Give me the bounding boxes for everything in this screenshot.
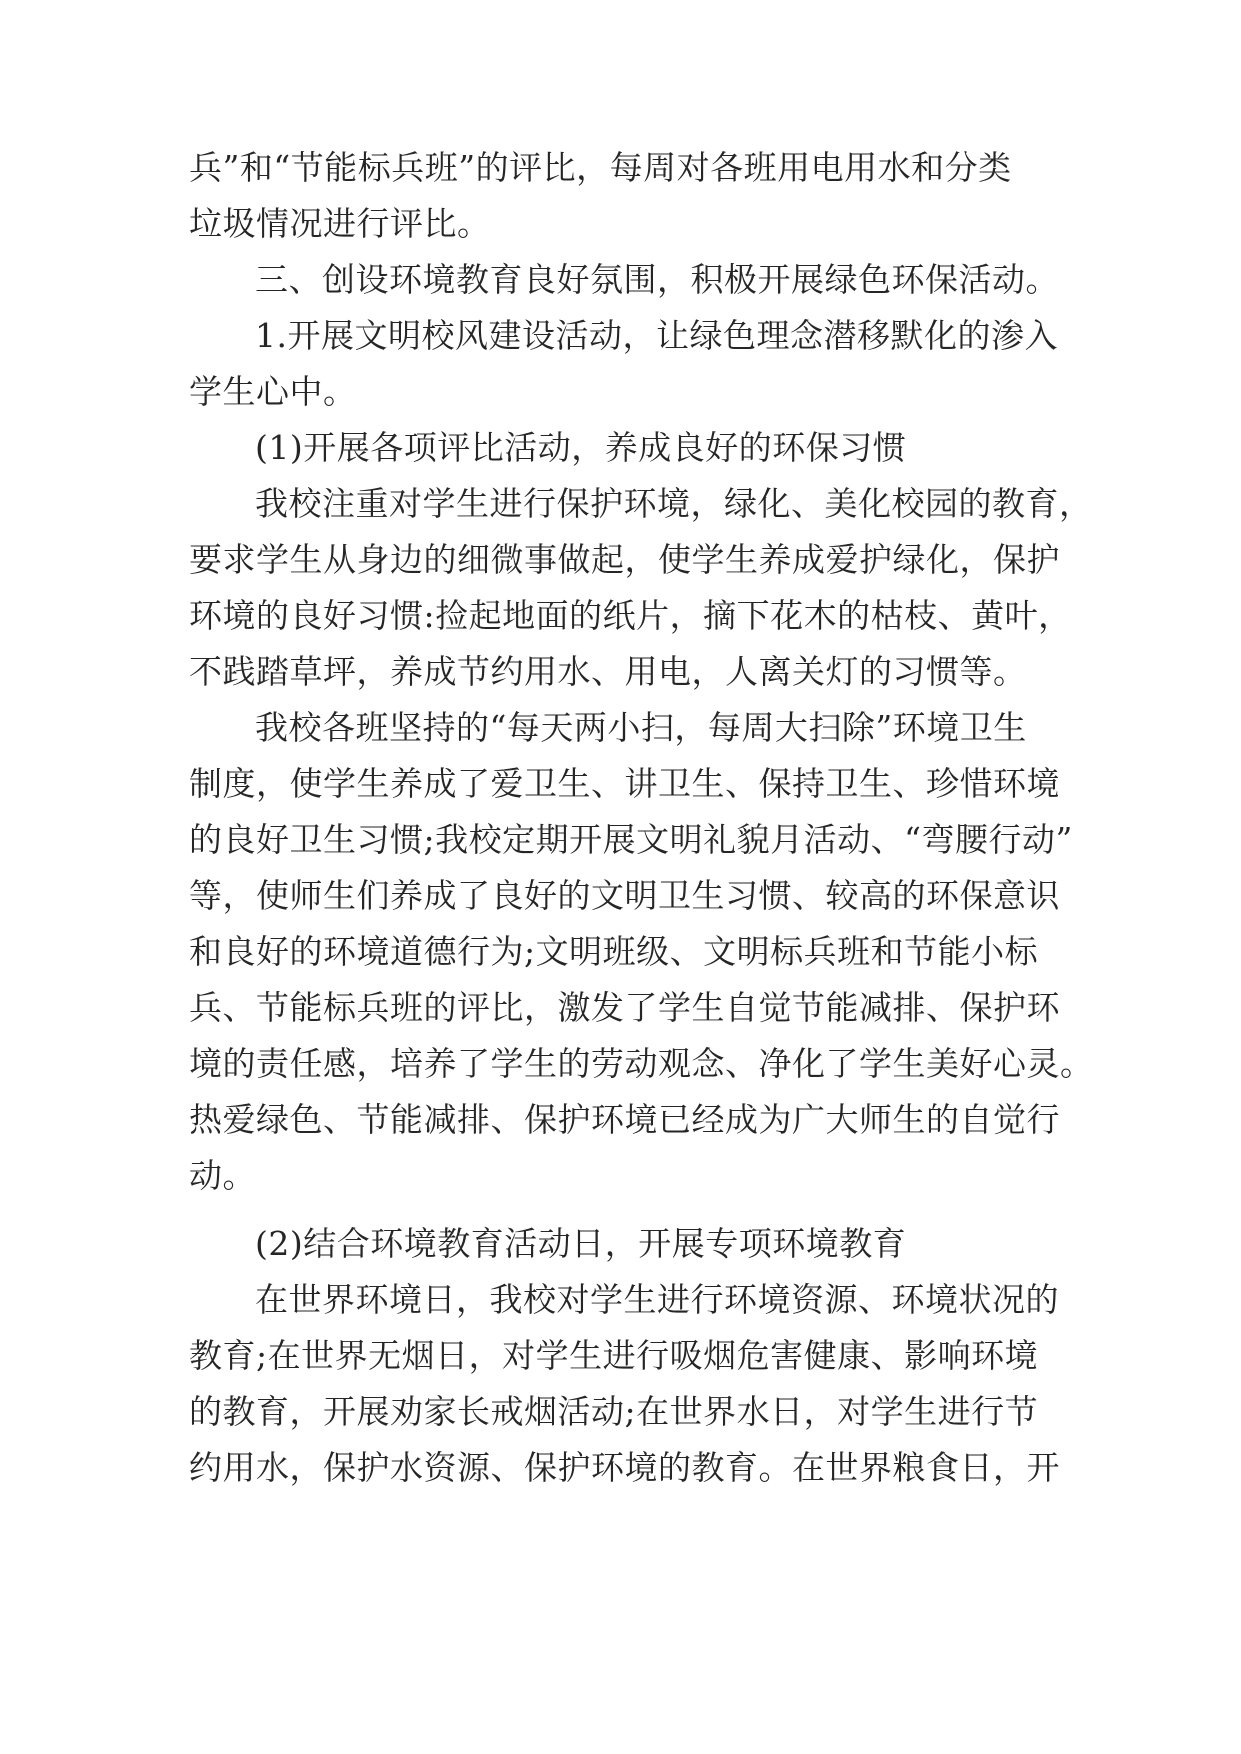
section-heading: 三、创设环境教育良好氛围，积极开展绿色环保活动。	[255, 260, 1059, 299]
text-line: 的良好卫生习惯;我校定期开展文明礼貌月活动、“弯腰行动”	[189, 820, 1073, 859]
text-line: 垃圾情况进行评比。	[189, 204, 491, 243]
text-line: 和良好的环境道德行为;文明班级、文明标兵班和节能小标	[189, 932, 1039, 971]
text-line: 约用水，保护水资源、保护环境的教育。在世界粮食日，开	[189, 1448, 1060, 1487]
text-line: 的教育，开展劝家长戒烟活动;在世界水日，对学生进行节	[189, 1392, 1039, 1431]
text-line: 等，使师生们养成了良好的文明卫生习惯、较高的环保意识	[189, 876, 1060, 915]
item-heading: (2)结合环境教育活动日，开展专项环境教育	[255, 1224, 907, 1263]
text-line: 兵、节能标兵班的评比，激发了学生自觉节能减排、保护环	[189, 988, 1060, 1027]
text-line: 境的责任感，培养了学生的劳动观念、净化了学生美好心灵。	[189, 1044, 1094, 1083]
text-line: 学生心中。	[189, 372, 357, 411]
text-line: 热爱绿色、节能减排、保护环境已经成为广大师生的自觉行	[189, 1100, 1060, 1139]
text-line: 教育;在世界无烟日，对学生进行吸烟危害健康、影响环境	[189, 1336, 1039, 1375]
text-line: 动。	[189, 1156, 256, 1195]
text-line: 不践踏草坪，养成节约用水、用电，人离关灯的习惯等。	[189, 652, 1027, 691]
text-line: 环境的良好习惯:捡起地面的纸片，摘下花木的枯枝、黄叶，	[189, 596, 1072, 635]
text-line: 制度，使学生养成了爱卫生、讲卫生、保持卫生、珍惜环境	[189, 764, 1060, 803]
paragraph-start: 我校各班坚持的“每天两小扫，每周大扫除”环境卫生	[255, 708, 1027, 747]
text-line: 要求学生从身边的细微事做起，使学生养成爱护绿化，保护	[189, 540, 1060, 579]
paragraph-start: 我校注重对学生进行保护环境，绿化、美化校园的教育，	[255, 484, 1093, 523]
paragraph-start: 在世界环境日，我校对学生进行环境资源、环境状况的	[255, 1280, 1059, 1319]
text-line: 兵”和“节能标兵班”的评比，每周对各班用电用水和分类	[189, 148, 1012, 187]
subsection-heading: 1.开展文明校风建设活动，让绿色理念潜移默化的渗入	[255, 316, 1058, 355]
item-heading: (1)开展各项评比活动，养成良好的环保习惯	[255, 428, 907, 467]
